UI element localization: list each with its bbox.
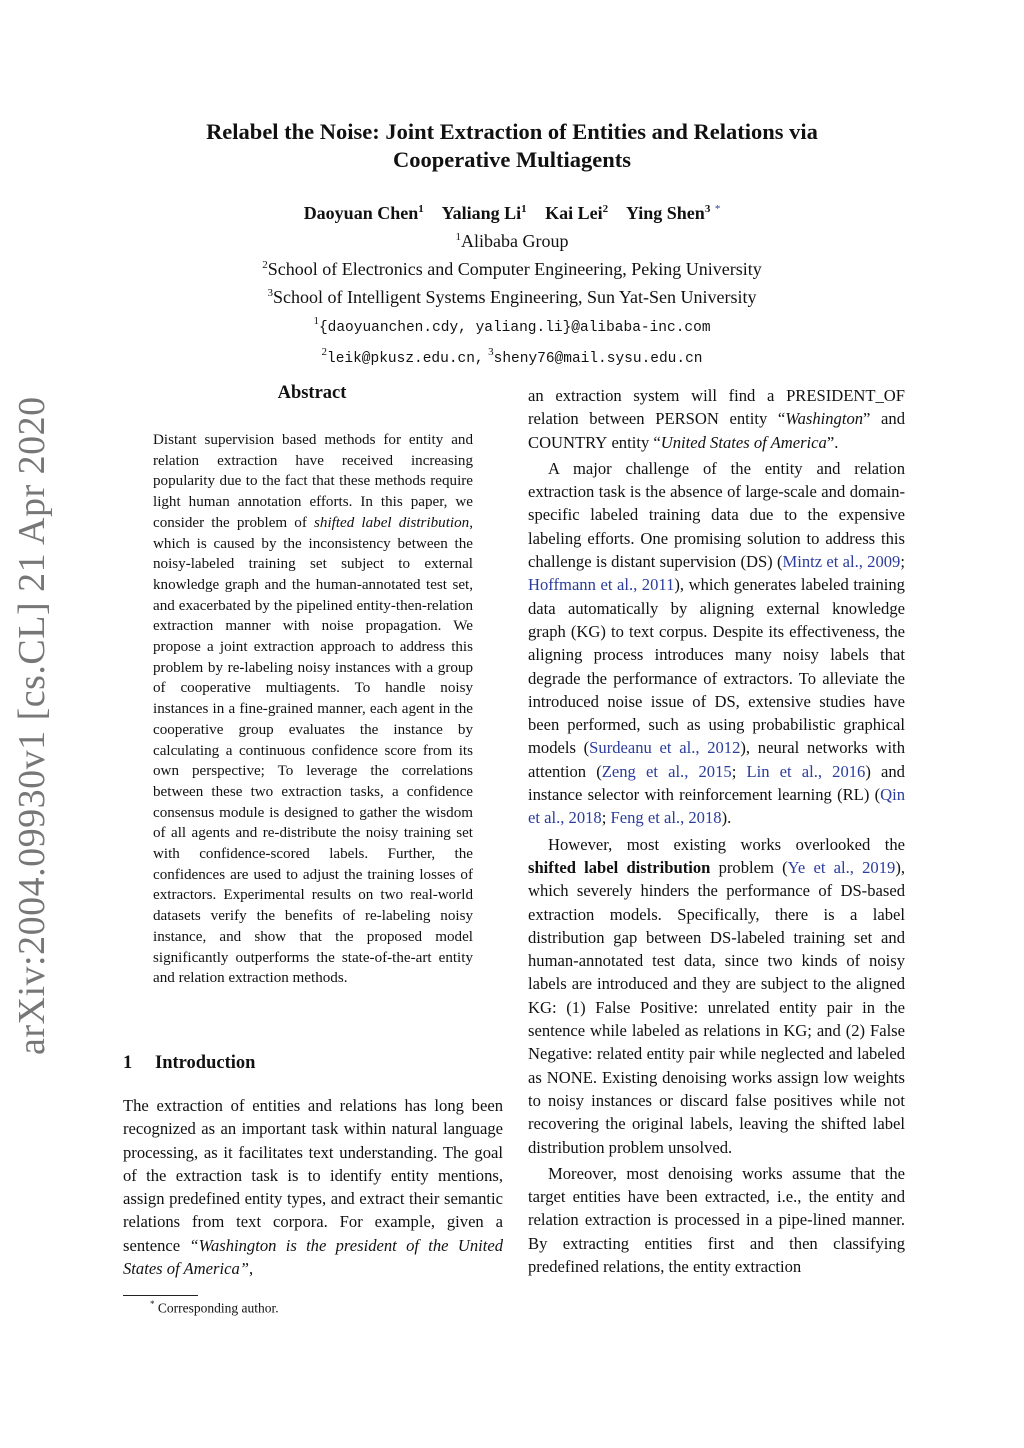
citation-link[interactable]: Feng et al., 2018 [610, 808, 722, 828]
relation-label: NONE [546, 1067, 593, 1087]
paragraph-text: entity “ [718, 409, 786, 429]
affiliation-sup: 3 [267, 287, 274, 299]
email-text: leik@pkusz.edu.cn, [327, 351, 484, 367]
citation-link[interactable]: Ye et al., 2019 [787, 857, 896, 877]
paragraph-text: entity “ [607, 432, 661, 452]
paragraph-text: ) and instance selector with reinforcement learning (RL) ( [528, 761, 905, 805]
title-line-1: Relabel the Noise: Joint Extraction of Entities and Relations via [206, 119, 818, 144]
affiliation [0, 225, 1024, 253]
author-sup: 3 [704, 203, 711, 215]
author-block [0, 197, 1024, 371]
paragraph-text: ), neural networks with attention ( [528, 738, 905, 781]
title-line-2: Cooperative Multiagents [392, 147, 632, 172]
affiliation-text: School of Electronics and Computer Engineering, Peking University [267, 259, 762, 279]
affiliation-sup: 1 [455, 231, 461, 243]
affiliation [0, 253, 1024, 281]
author-names [0, 197, 1024, 225]
paragraph-text: ; [900, 552, 905, 572]
key-term: shifted label distribution [528, 857, 711, 877]
paragraph-text: relation between [528, 409, 656, 429]
citation-link[interactable]: Mintz et al., 2009 [782, 552, 901, 572]
right-column [528, 384, 905, 1278]
section-title: Introduction [155, 1053, 256, 1073]
author-name: Kai Lei [545, 203, 603, 223]
paragraph [528, 457, 905, 830]
email-sup: 3 [488, 346, 494, 358]
section-number: 1 [123, 1053, 133, 1073]
paragraph-text: The extraction of entities and relations has long been recognized as an important task within natural language processing, as it facilitates text understanding. The goal of the extraction task is to identify entity mentions, assign predefined entity types, and extract their semantic relations from text corpora. For example, given a sentence [123, 1096, 503, 1255]
paragraph-text: However, most existing works overlooked the [548, 834, 905, 854]
footnote [150, 1299, 279, 1317]
paragraph-text: an extraction system will find a [528, 386, 787, 405]
author-sup: 1 [521, 203, 527, 215]
paragraph-text: ), which generates labeled training data automatically by aligning external knowledge graph (KG) to text corpus. Despite its effectiveness, the aligning process introduces many noisy labels that degrade the performance of extractors. To alleviate the introduced noise issue of DS, extensive studies have been performed, such as using probabilistic graphical models ( [528, 575, 905, 758]
entity-mention: United States of America [660, 432, 827, 452]
abstract-heading: Abstract [277, 383, 347, 403]
paragraph-text: ), which severely hinders the performance of DS-based extraction models. Specifically, there is a label distribution gap between DS-labeled training set and human-annotated test data, since two kinds of noisy labels are introduced and they are subject to the aligned KG: (1) False Positive: unrelated entity pair in the sentence while labeled as relations in KG; and (2) False Negative: related entity pair while neglected and labeled as [528, 857, 905, 1087]
paragraph [528, 833, 905, 1159]
email-text: {daoyuanchen.cdy, yaliang.li}@alibaba-inc.com [318, 320, 711, 336]
entity-type-label: COUNTRY [528, 432, 608, 452]
paragraph [528, 1162, 905, 1278]
affiliation-sup: 2 [262, 259, 268, 271]
email-line [0, 309, 1024, 340]
example-sentence: “Washington is the president of the United States of America” [123, 1235, 503, 1279]
paper-title [0, 118, 1024, 174]
paragraph-text: ”. [826, 432, 839, 452]
arxiv-stamp-text: arXiv:2004.09930v1 [cs.CL] 21 Apr 2020 [11, 396, 53, 1055]
citation-link[interactable]: Lin et al., 2016 [746, 761, 866, 781]
email-sup: 2 [321, 346, 327, 358]
author-sup: 2 [602, 203, 609, 215]
abstract-emphasis: shifted label distribution [314, 514, 470, 531]
author-sup: 1 [418, 203, 424, 215]
footnote-mark: * [150, 1299, 155, 1309]
affiliation [0, 281, 1024, 309]
intro-left-column [123, 1094, 503, 1280]
paragraph-text: . Existing denoising works assign low weights to noisy instances or discard false positives while not recovering the original labels, leaving the shifted label distribution problem unsolved. [528, 1067, 905, 1157]
citation-link[interactable]: Hoffmann et al., 2011 [528, 575, 675, 595]
citation-link[interactable]: Qin et al., 2018 [528, 785, 905, 828]
paragraph-text: , [248, 1259, 254, 1279]
author-name: Ying Shen [625, 203, 705, 223]
author-name: Daoyuan Chen [303, 203, 419, 223]
abstract-text: , which is caused by the inconsistency between the noisy-labeled training set subject to external knowledge graph and the human-annotated test set, and exacerbated by the pipelined entity-then-relation extraction manner with noise propagation. We propose a joint extraction approach to address this problem by re-labeling noisy instances with a group of cooperative multiagents. To handle noisy instances in a fine-grained manner, each agent in the cooperative group evaluates the instance by calculating a continuous confidence score from its own perspective; To leverage the correlations between these two extraction tasks, a confidence consensus module is designed to gather the wisdom of all agents and re-distribute the noisy training set with confidence-scored labels. Further, the confidences are used to adjust the training losses of extractors. Experimental results on two real-world datasets verify the benefits of re-labeling noisy instance, and show that the proposed model significantly outperforms the state-of-the-art entity and relation extraction methods. [153, 514, 473, 987]
citation-link[interactable]: Surdeanu et al., 2012 [589, 738, 741, 758]
author-name: Yaliang Li [441, 203, 522, 223]
abstract-body [153, 430, 473, 989]
entity-type-label: PERSON [655, 409, 719, 429]
footnote-text: Corresponding author. [157, 1300, 279, 1316]
relation-label: PRESIDENT_OF [786, 386, 905, 405]
email-text: sheny76@mail.sysu.edu.cn [493, 351, 703, 367]
section-heading-introduction [123, 1053, 255, 1074]
email-sup: 1 [313, 315, 319, 327]
paragraph-text: ). [721, 808, 732, 828]
paragraph-text: ” and [863, 409, 905, 429]
paragraph-text: Moreover, most denoising works assume that the target entities have been extracted, i.e., the entity and relation extraction is processed in a pipe-lined manner. By extracting entities first and then classifying predefined relations, the entity extraction [528, 1163, 905, 1276]
footnote-rule [123, 1295, 198, 1296]
paragraph [123, 1094, 503, 1280]
paragraph-text: ; [731, 761, 747, 781]
paragraph-text: ; [601, 808, 611, 828]
affiliation-text: School of Intelligent Systems Engineering, Sun Yat-Sen University [273, 287, 757, 307]
paragraph-text: A major challenge of the entity and relation extraction task is the absence of large-scale and domain-specific labeled training data due to the expensive labeling efforts. One promising solution to address this challenge is distant supervision (DS) ( [528, 458, 905, 572]
affiliation-text: Alibaba Group [461, 231, 569, 251]
paragraph [528, 384, 905, 454]
email-line [0, 340, 1024, 371]
citation-link[interactable]: Zeng et al., 2015 [601, 761, 732, 781]
abstract-text: Distant supervision based methods for entity and relation extraction have received increasing popularity due to the fact that these methods require light human annotation efforts. In this paper, we consider the problem of [153, 432, 473, 531]
paragraph-text: problem ( [710, 857, 788, 877]
corresponding-mark-link[interactable]: * [714, 203, 721, 215]
entity-mention: Washington [785, 409, 864, 429]
